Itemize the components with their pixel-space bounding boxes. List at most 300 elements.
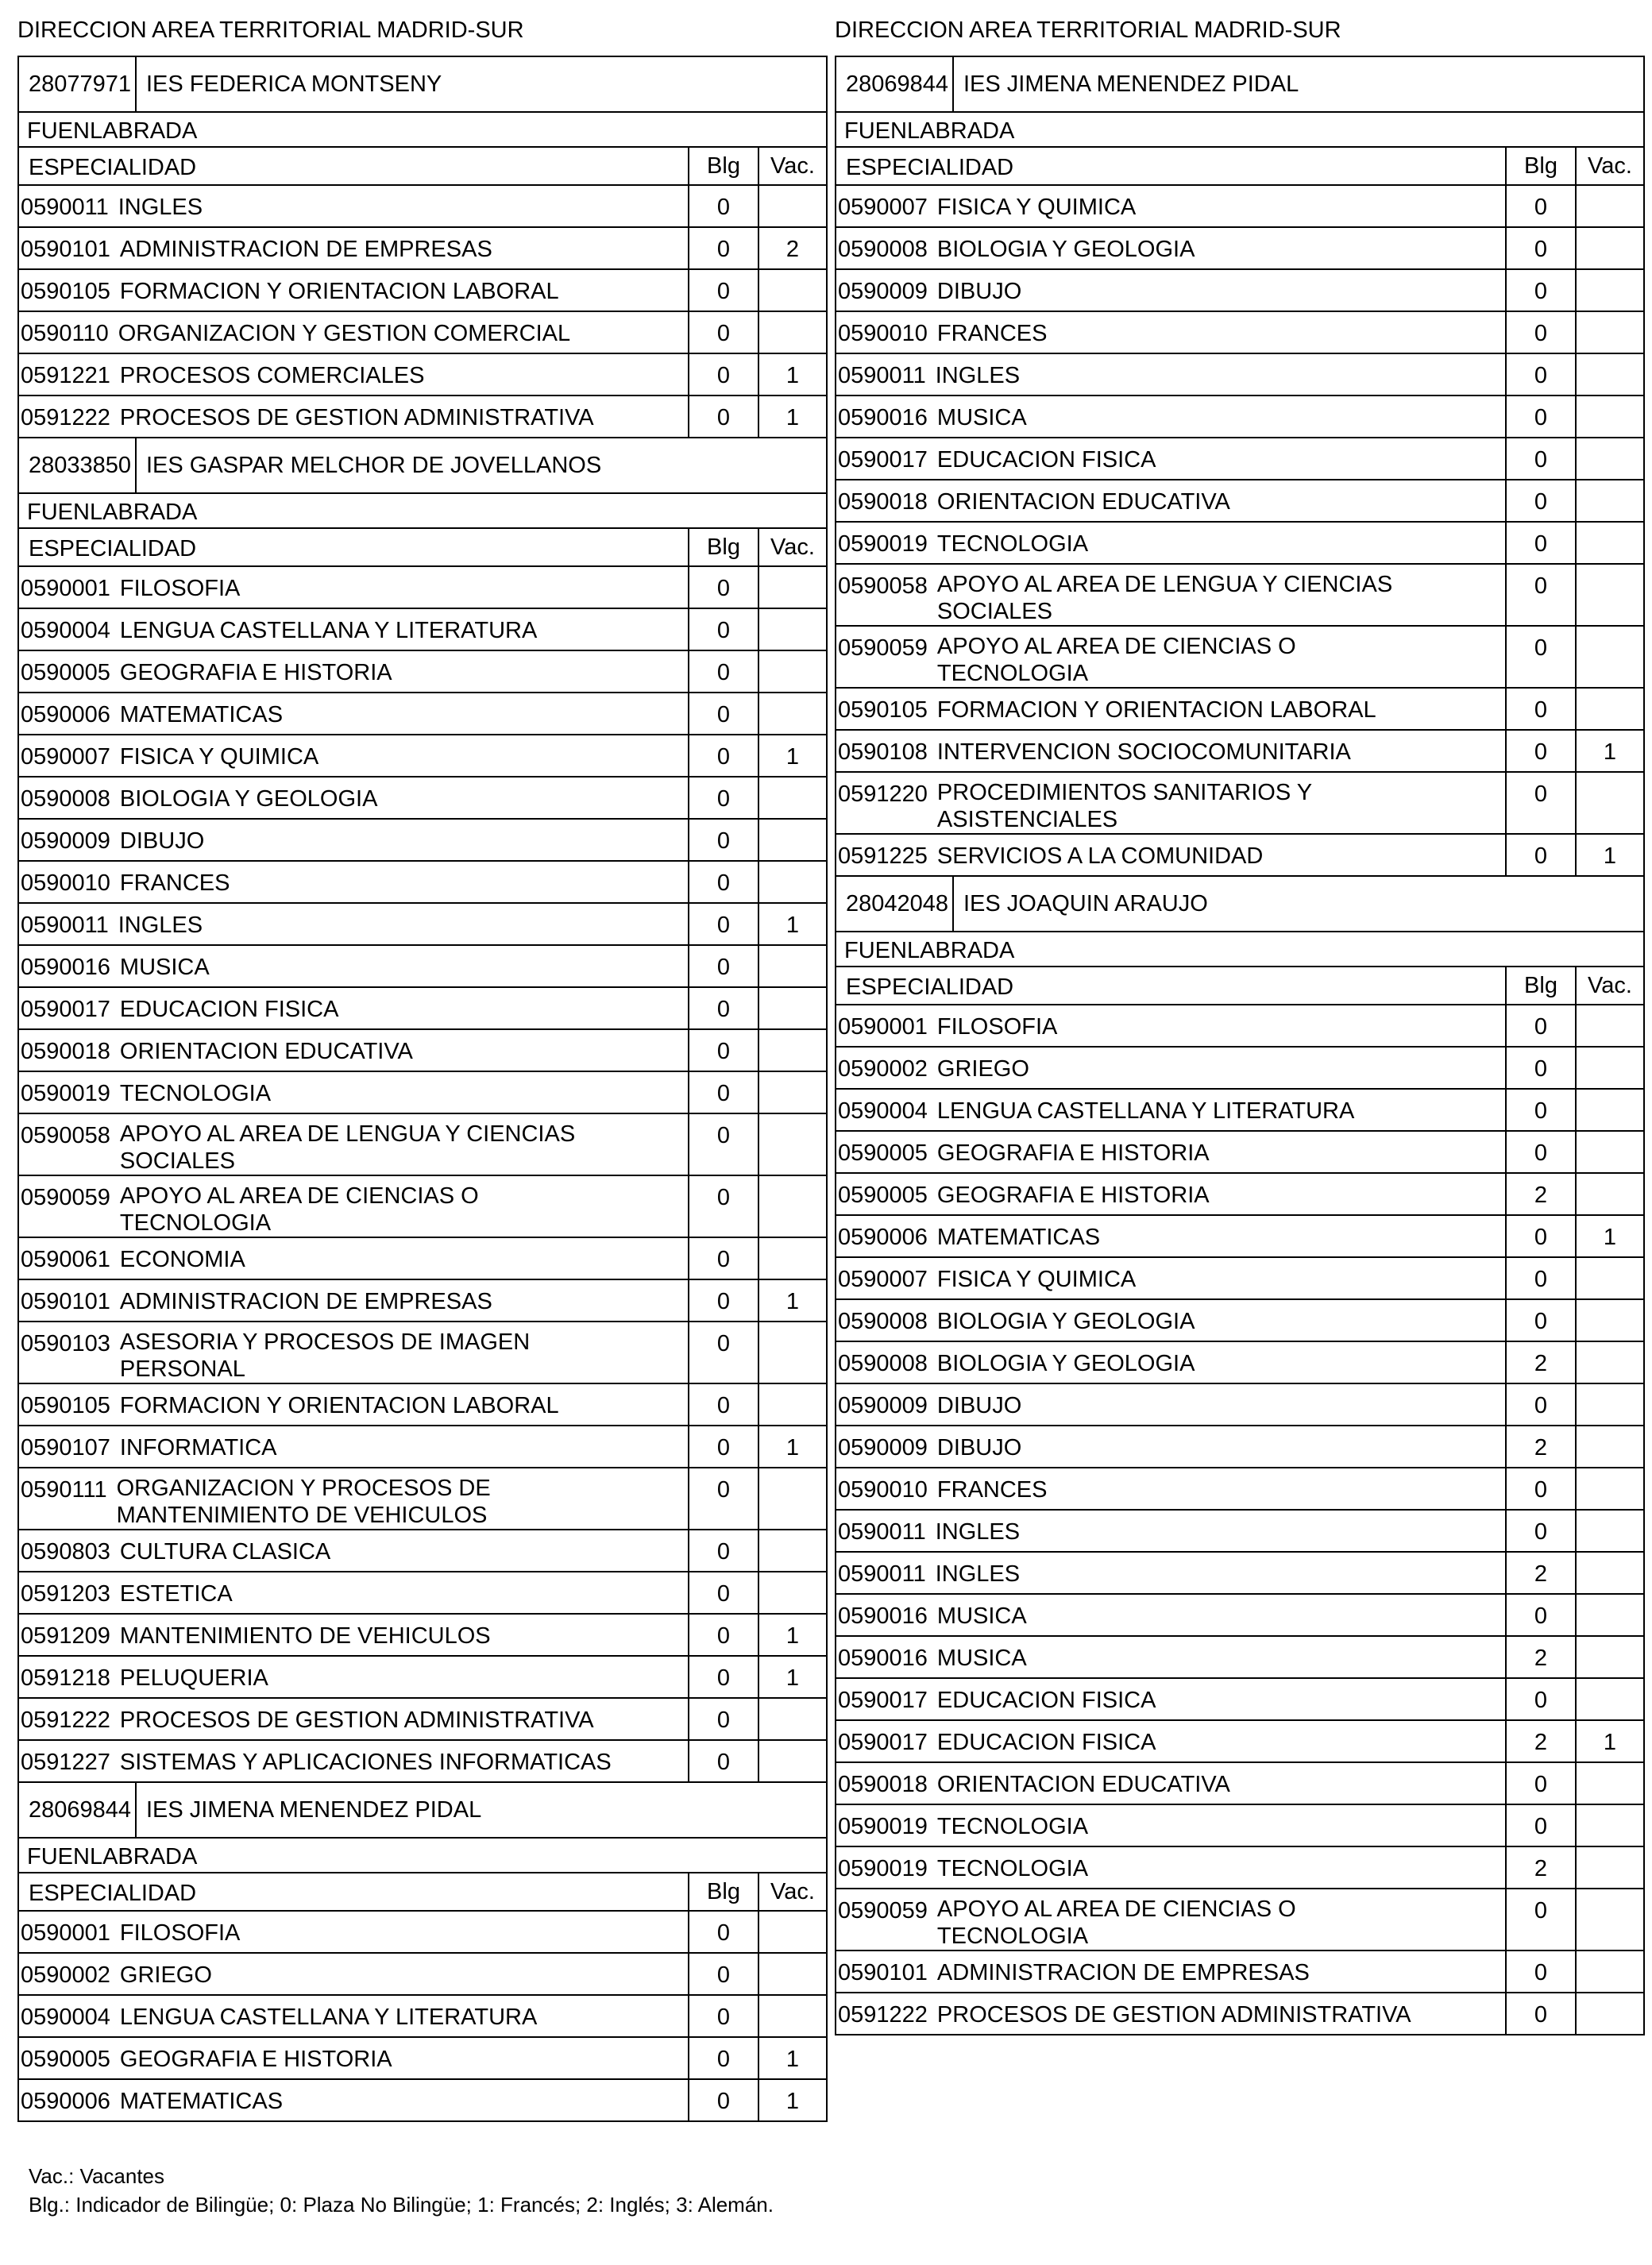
blg-value: 0 xyxy=(1505,1005,1575,1046)
table-row xyxy=(836,1721,1643,1763)
especialidad-name: APOYO AL AREA DE LENGUA Y CIENCIAS xyxy=(119,1121,576,1147)
table-row xyxy=(19,228,826,270)
vac-value xyxy=(758,1572,826,1613)
blg-value: 0 xyxy=(1505,689,1575,729)
vac-value: 1 xyxy=(758,1280,826,1321)
especialidad-name: APOYO AL AREA DE CIENCIAS O xyxy=(936,1897,1296,1922)
vac-value xyxy=(1575,396,1643,437)
especialidad-code: 0590004 xyxy=(21,2005,110,2030)
especialidad-code: 0591203 xyxy=(21,1581,110,1607)
especialidad-name: APOYO AL AREA DE CIENCIAS O xyxy=(936,634,1296,659)
vac-value xyxy=(758,693,826,734)
table-row xyxy=(19,1176,826,1238)
vac-value xyxy=(1575,689,1643,729)
table-row xyxy=(836,731,1643,773)
blg-value: 0 xyxy=(688,1030,758,1071)
especialidad-name-wrap xyxy=(937,633,1296,687)
vac-value xyxy=(758,946,826,986)
especialidad-name: INGLES xyxy=(118,913,203,938)
vac-value: 1 xyxy=(758,354,826,395)
vac-value xyxy=(1575,1993,1643,2034)
table-row xyxy=(836,1847,1643,1889)
especialidad-name: PROCESOS DE GESTION ADMINISTRATIVA xyxy=(119,405,594,430)
table-row xyxy=(19,609,826,651)
especialidad-name-wrap xyxy=(117,1475,491,1529)
blg-value: 0 xyxy=(688,1954,758,1994)
especialidad-code: 0590059 xyxy=(21,1185,110,1210)
especialidad-name: PROCESOS DE GESTION ADMINISTRATIVA xyxy=(119,1707,594,1733)
blg-value: 0 xyxy=(688,693,758,734)
especialidad-cell xyxy=(19,1657,688,1697)
especialidad-cell xyxy=(836,565,1505,625)
especialidad-cell xyxy=(836,1553,1505,1593)
especialidad-entry xyxy=(21,1185,479,1237)
table-row xyxy=(19,1912,826,1954)
especialidad-code: 0590059 xyxy=(838,635,928,661)
especialidad-cell xyxy=(836,1951,1505,1992)
especialidad-code: 0590058 xyxy=(838,573,928,599)
vac-value xyxy=(1575,438,1643,479)
blg-value: 0 xyxy=(1505,186,1575,226)
especialidad-name: EDUCACION FISICA xyxy=(936,1688,1156,1713)
especialidad-name: FORMACION Y ORIENTACION LABORAL xyxy=(936,697,1376,723)
vac-value xyxy=(758,567,826,608)
blg-value: 0 xyxy=(688,1468,758,1529)
especialidad-code: 0590008 xyxy=(838,1351,928,1376)
especialidad-name: ORGANIZACION Y PROCESOS DE xyxy=(116,1476,491,1501)
especialidad-cell xyxy=(19,735,688,776)
especialidad-name: ADMINISTRACION DE EMPRESAS xyxy=(936,1960,1310,1985)
especialidad-code: 0590011 xyxy=(21,913,109,938)
especialidad-code: 0590019 xyxy=(838,1814,928,1839)
table-row xyxy=(836,1090,1643,1132)
blg-value: 0 xyxy=(1505,835,1575,875)
especialidad-cell xyxy=(19,946,688,986)
table-row xyxy=(19,396,826,437)
blg-value: 0 xyxy=(688,1384,758,1425)
especialidad-cell xyxy=(19,1176,688,1237)
especialidad-name-cont: SOCIALES xyxy=(936,599,1052,624)
table-row xyxy=(836,1993,1643,2034)
especialidad-code: 0590105 xyxy=(21,279,110,304)
especialidad-code: 0590008 xyxy=(21,786,110,812)
especialidad-cell xyxy=(836,689,1505,729)
header-blg: Blg xyxy=(688,1873,758,1910)
especialidad-code: 0590001 xyxy=(838,1014,928,1040)
especialidad-name: FILOSOFIA xyxy=(119,576,241,601)
especialidad-code: 0590017 xyxy=(838,447,928,473)
center-name: IES JOAQUIN ARAUJO xyxy=(963,890,1208,916)
especialidad-code: 0590006 xyxy=(838,1225,928,1250)
especialidad-code: 0590019 xyxy=(21,1081,110,1106)
blg-value: 0 xyxy=(688,1615,758,1655)
header-especialidad: ESPECIALIDAD xyxy=(29,155,197,180)
especialidad-name: BIOLOGIA Y GEOLOGIA xyxy=(936,237,1195,262)
blg-value: 0 xyxy=(688,354,758,395)
header-especialidad: ESPECIALIDAD xyxy=(29,1881,197,1906)
especialidad-code: 0590017 xyxy=(838,1730,928,1755)
especialidad-name: FRANCES xyxy=(936,321,1048,346)
especialidad-name: FILOSOFIA xyxy=(936,1014,1058,1040)
especialidad-name: INGLES xyxy=(935,1519,1021,1545)
especialidad-cell xyxy=(836,1258,1505,1298)
especialidad-code: 0590001 xyxy=(21,576,110,601)
vac-value xyxy=(758,1954,826,1994)
table-row xyxy=(836,1889,1643,1951)
table-row xyxy=(19,1572,826,1615)
especialidad-code: 0590007 xyxy=(838,195,928,220)
especialidad-name: BIOLOGIA Y GEOLOGIA xyxy=(119,786,378,812)
center-code: 28033850 xyxy=(19,438,137,492)
blg-value: 0 xyxy=(1505,480,1575,521)
vac-value xyxy=(1575,1384,1643,1425)
legend xyxy=(29,2162,774,2219)
blg-value: 0 xyxy=(688,1699,758,1739)
especialidad-name-cont: MANTENIMIENTO DE VEHICULOS xyxy=(116,1503,488,1528)
header-vac: Vac. xyxy=(758,148,826,184)
especialidad-code: 0590009 xyxy=(21,828,110,854)
especialidad-cell xyxy=(836,1468,1505,1509)
table-row xyxy=(19,312,826,354)
blg-value: 0 xyxy=(688,988,758,1028)
blg-value: 0 xyxy=(1505,1679,1575,1719)
especialidad-name: MUSICA xyxy=(119,955,210,980)
vac-value: 1 xyxy=(1575,835,1643,875)
table-row xyxy=(19,1615,826,1657)
vac-value xyxy=(758,988,826,1028)
center-header xyxy=(836,57,1643,113)
vac-value: 1 xyxy=(758,904,826,944)
table-row xyxy=(19,946,826,988)
table-row xyxy=(19,1280,826,1322)
table-row xyxy=(19,1530,826,1572)
especialidad-cell xyxy=(836,1216,1505,1256)
especialidad-name: LENGUA CASTELLANA Y LITERATURA xyxy=(119,618,538,643)
vac-value: 1 xyxy=(758,396,826,437)
vac-value xyxy=(1575,1847,1643,1888)
especialidad-code: 0590019 xyxy=(838,1856,928,1881)
especialidad-name: FORMACION Y ORIENTACION LABORAL xyxy=(119,279,559,304)
especialidad-name: CULTURA CLASICA xyxy=(119,1539,331,1565)
especialidad-name: TECNOLOGIA xyxy=(936,1856,1089,1881)
vac-value xyxy=(758,1468,826,1529)
especialidad-name-wrap xyxy=(937,571,1392,625)
vac-value xyxy=(1575,1595,1643,1635)
table-row xyxy=(19,1954,826,1996)
vac-value xyxy=(1575,1132,1643,1172)
table-row xyxy=(19,186,826,228)
blg-value: 0 xyxy=(1505,1889,1575,1950)
especialidad-name-wrap xyxy=(937,779,1312,833)
blg-value: 0 xyxy=(1505,731,1575,771)
blg-value: 0 xyxy=(1505,1805,1575,1846)
especialidad-code: 0590058 xyxy=(21,1123,110,1148)
blg-value: 2 xyxy=(1505,1721,1575,1761)
especialidad-cell xyxy=(19,1468,688,1529)
especialidad-cell xyxy=(836,1805,1505,1846)
especialidad-code: 0590011 xyxy=(838,363,926,388)
table-row xyxy=(836,1384,1643,1426)
table-row xyxy=(836,1048,1643,1090)
vac-value xyxy=(1575,1048,1643,1088)
vac-value: 1 xyxy=(758,2080,826,2120)
especialidad-cell xyxy=(836,438,1505,479)
especialidad-cell xyxy=(836,1174,1505,1214)
especialidad-name: FISICA Y QUIMICA xyxy=(936,1267,1137,1292)
especialidad-code: 0590009 xyxy=(838,1393,928,1418)
vac-value: 1 xyxy=(758,1657,826,1697)
table-row xyxy=(19,1996,826,2038)
especialidad-cell xyxy=(836,1005,1505,1046)
table-row xyxy=(836,835,1643,875)
blg-value: 0 xyxy=(688,186,758,226)
especialidad-cell xyxy=(836,1637,1505,1677)
especialidad-name: DIBUJO xyxy=(936,1393,1022,1418)
table-row xyxy=(836,1174,1643,1216)
especialidad-name-cont: TECNOLOGIA xyxy=(119,1210,272,1236)
header-vac: Vac. xyxy=(758,1873,826,1910)
especialidad-cell xyxy=(836,1595,1505,1635)
blg-value: 0 xyxy=(1505,270,1575,311)
header-vac: Vac. xyxy=(1575,967,1643,1004)
especialidad-code: 0590016 xyxy=(838,1603,928,1629)
especialidad-name-cont: PERSONAL xyxy=(119,1356,245,1382)
table-row xyxy=(19,820,826,862)
especialidad-cell xyxy=(19,1322,688,1383)
especialidad-name: APOYO AL AREA DE CIENCIAS O xyxy=(119,1183,479,1209)
blg-value: 0 xyxy=(688,270,758,311)
vac-value xyxy=(758,862,826,902)
table-row xyxy=(19,1468,826,1530)
table-row xyxy=(836,1595,1643,1637)
vac-value xyxy=(1575,1300,1643,1341)
table-row xyxy=(836,480,1643,523)
especialidad-name: INGLES xyxy=(118,195,203,220)
table-row xyxy=(836,1005,1643,1048)
blg-value: 0 xyxy=(688,1530,758,1571)
vac-value xyxy=(758,778,826,818)
table-row xyxy=(19,2080,826,2120)
table-header xyxy=(836,148,1643,186)
center-block xyxy=(835,875,1645,2035)
table-row xyxy=(836,1342,1643,1384)
blg-value: 0 xyxy=(1505,1468,1575,1509)
especialidad-code: 0590059 xyxy=(838,1898,928,1924)
table-header xyxy=(19,529,826,567)
especialidad-name: MATEMATICAS xyxy=(936,1225,1101,1250)
blg-value: 0 xyxy=(1505,354,1575,395)
vac-value xyxy=(758,1238,826,1279)
table-row xyxy=(19,1238,826,1280)
especialidad-name: BIOLOGIA Y GEOLOGIA xyxy=(936,1309,1195,1334)
blg-value: 0 xyxy=(1505,312,1575,353)
especialidad-cell xyxy=(19,186,688,226)
table-row xyxy=(836,228,1643,270)
vac-value xyxy=(1575,773,1643,833)
center-name: IES FEDERICA MONTSENY xyxy=(146,71,442,97)
especialidad-cell xyxy=(836,1426,1505,1467)
especialidad-code: 0590001 xyxy=(21,1920,110,1946)
table-row xyxy=(836,565,1643,627)
especialidad-code: 0590111 xyxy=(21,1477,107,1503)
vac-value xyxy=(758,1176,826,1237)
center-code: 28042048 xyxy=(836,877,954,931)
especialidad-code: 0591209 xyxy=(21,1623,110,1649)
blg-value: 0 xyxy=(1505,1511,1575,1551)
especialidad-name: GEOGRAFIA E HISTORIA xyxy=(936,1140,1210,1166)
blg-value: 0 xyxy=(688,1741,758,1781)
vac-value xyxy=(758,1384,826,1425)
blg-value: 0 xyxy=(688,651,758,692)
vac-value: 1 xyxy=(1575,731,1643,771)
especialidad-name: DIBUJO xyxy=(936,279,1022,304)
especialidad-name: GEOGRAFIA E HISTORIA xyxy=(119,660,392,685)
blg-value: 0 xyxy=(688,1912,758,1952)
blg-value: 0 xyxy=(688,1280,758,1321)
especialidad-code: 0590005 xyxy=(838,1140,928,1166)
blg-value: 0 xyxy=(688,946,758,986)
table-row xyxy=(836,689,1643,731)
especialidad-cell xyxy=(19,2038,688,2078)
especialidad-cell xyxy=(836,480,1505,521)
especialidad-cell xyxy=(19,396,688,437)
vac-value: 1 xyxy=(1575,1721,1643,1761)
vac-value xyxy=(758,186,826,226)
especialidad-name: ORIENTACION EDUCATIVA xyxy=(119,1039,413,1064)
blg-value: 0 xyxy=(688,1426,758,1467)
table-row xyxy=(836,627,1643,689)
vac-value xyxy=(758,1072,826,1113)
especialidad-cell xyxy=(836,1132,1505,1172)
vac-value xyxy=(1575,523,1643,563)
blg-value: 0 xyxy=(688,312,758,353)
blg-value: 0 xyxy=(688,820,758,860)
blg-value: 0 xyxy=(688,1072,758,1113)
locality: FUENLABRADA xyxy=(836,113,1643,148)
table-row xyxy=(836,312,1643,354)
blg-value: 2 xyxy=(1505,1426,1575,1467)
especialidad-name: MUSICA xyxy=(936,1603,1027,1629)
especialidad-cell xyxy=(836,773,1505,833)
especialidad-code: 0590018 xyxy=(838,1772,928,1797)
vac-value xyxy=(1575,1005,1643,1046)
especialidad-cell xyxy=(19,609,688,650)
table-row xyxy=(836,396,1643,438)
vac-value: 1 xyxy=(758,1615,826,1655)
especialidad-code: 0590010 xyxy=(838,1477,928,1503)
table-row xyxy=(836,773,1643,835)
especialidad-name: GRIEGO xyxy=(119,1962,212,1988)
blg-value: 0 xyxy=(1505,523,1575,563)
table-row xyxy=(836,1679,1643,1721)
blg-value: 0 xyxy=(688,1657,758,1697)
especialidad-name: INFORMATICA xyxy=(119,1435,277,1460)
vac-value xyxy=(1575,1679,1643,1719)
especialidad-entry xyxy=(21,1331,530,1383)
especialidad-code: 0590002 xyxy=(21,1962,110,1988)
vac-value xyxy=(1575,1468,1643,1509)
blg-value: 0 xyxy=(1505,228,1575,268)
vac-value xyxy=(758,1699,826,1739)
vac-value xyxy=(1575,228,1643,268)
vac-value xyxy=(1575,1805,1643,1846)
especialidad-code: 0591222 xyxy=(21,405,110,430)
especialidad-code: 0590005 xyxy=(21,660,110,685)
blg-value: 0 xyxy=(1505,1384,1575,1425)
especialidad-name-wrap xyxy=(120,1183,479,1237)
center-header xyxy=(19,57,826,113)
blg-value: 0 xyxy=(1505,1132,1575,1172)
table-row xyxy=(836,1553,1643,1595)
especialidad-code: 0590011 xyxy=(21,195,109,220)
vac-value xyxy=(758,270,826,311)
table-row xyxy=(19,778,826,820)
especialidad-cell xyxy=(836,312,1505,353)
especialidad-code: 0590105 xyxy=(838,697,928,723)
vac-value xyxy=(1575,480,1643,521)
especialidad-cell xyxy=(19,567,688,608)
especialidad-code: 0590006 xyxy=(21,2089,110,2114)
especialidad-name: TECNOLOGIA xyxy=(119,1081,272,1106)
especialidad-code: 0590803 xyxy=(21,1539,110,1565)
blg-value: 2 xyxy=(1505,1637,1575,1677)
vac-value xyxy=(758,1030,826,1071)
vac-value xyxy=(1575,1342,1643,1383)
blg-value: 0 xyxy=(1505,1763,1575,1804)
legend-vac: Vac.: Vacantes xyxy=(29,2164,165,2188)
blg-value: 0 xyxy=(688,2080,758,2120)
especialidad-cell xyxy=(19,862,688,902)
especialidad-cell xyxy=(19,1615,688,1655)
especialidad-cell xyxy=(836,731,1505,771)
table-row xyxy=(19,1384,826,1426)
vac-value xyxy=(758,1322,826,1383)
vac-value xyxy=(1575,565,1643,625)
especialidad-code: 0590008 xyxy=(838,237,928,262)
especialidad-cell xyxy=(836,1993,1505,2034)
especialidad-cell xyxy=(19,2080,688,2120)
table-row xyxy=(836,1258,1643,1300)
center-name: IES JIMENA MENENDEZ PIDAL xyxy=(963,71,1299,97)
especialidad-code: 0590018 xyxy=(838,489,928,515)
blg-value: 0 xyxy=(688,735,758,776)
table-row xyxy=(836,186,1643,228)
table-row xyxy=(19,1699,826,1741)
especialidad-name: FRANCES xyxy=(119,870,230,896)
vac-value xyxy=(758,1114,826,1175)
especialidad-cell xyxy=(836,396,1505,437)
blg-value: 0 xyxy=(1505,565,1575,625)
blg-value: 0 xyxy=(1505,1216,1575,1256)
center-code: 28069844 xyxy=(19,1783,137,1837)
especialidad-cell xyxy=(19,1699,688,1739)
especialidad-entry xyxy=(21,1123,575,1175)
blg-value: 0 xyxy=(688,904,758,944)
especialidad-name: MUSICA xyxy=(936,405,1027,430)
especialidad-code: 0590110 xyxy=(21,321,109,346)
especialidad-code: 0590019 xyxy=(838,531,928,557)
header-especialidad: ESPECIALIDAD xyxy=(846,974,1014,1000)
especialidad-code: 0591220 xyxy=(838,781,928,807)
table-row xyxy=(19,270,826,312)
blg-value: 0 xyxy=(688,1996,758,2036)
vac-value: 1 xyxy=(758,2038,826,2078)
especialidad-name: LENGUA CASTELLANA Y LITERATURA xyxy=(119,2005,538,2030)
column-header: DIRECCION AREA TERRITORIAL MADRID-SUR xyxy=(17,17,524,43)
especialidad-name: PELUQUERIA xyxy=(119,1665,268,1691)
legend-blg: Blg.: Indicador de Bilingüe; 0: Plaza No Bilingüe; 1: Francés; 2: Inglés; 3: Alemán. xyxy=(29,2193,774,2217)
vac-value: 1 xyxy=(758,735,826,776)
